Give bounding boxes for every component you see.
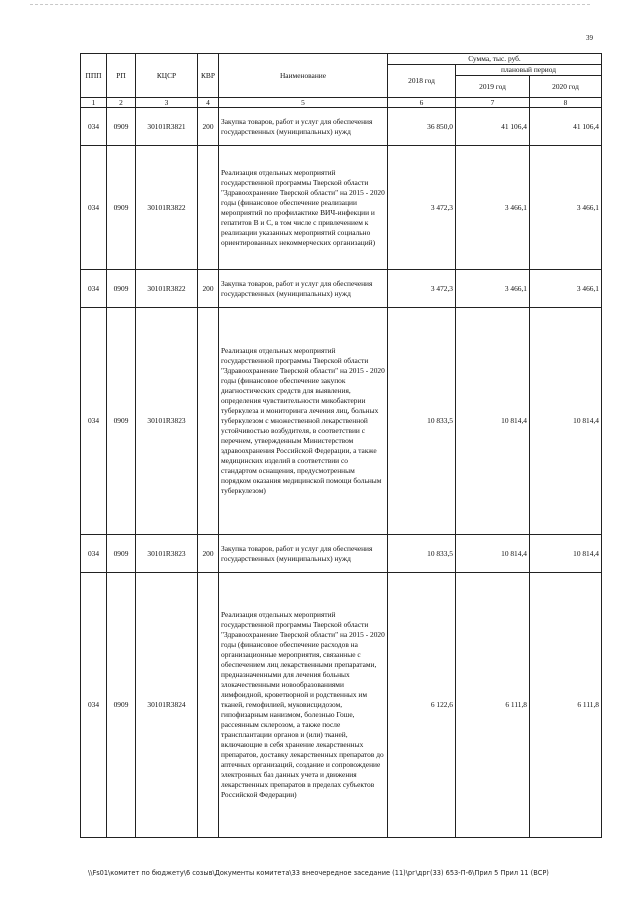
footer-file-path: \\Fs01\комитет по бюджету\6 созыв\Документы комитета\33 внеочередное заседание (11)\рг\дрг(33) 653-П-6\Прил 5 Прил 11 (ВСР) <box>88 869 549 877</box>
cell-2018: 6 122,6 <box>388 573 456 838</box>
header-kvr: КВР <box>198 54 219 98</box>
col-number: 6 <box>388 98 456 108</box>
cell-ppp: 034 <box>81 573 107 838</box>
cell-2018: 3 472,3 <box>388 270 456 308</box>
cell-name: Закупка товаров, работ и услуг для обеспечения государственных (муниципальных) нужд <box>219 535 388 573</box>
cell-rp: 0909 <box>107 535 136 573</box>
cell-2018: 10 833,5 <box>388 535 456 573</box>
cell-rp: 0909 <box>107 270 136 308</box>
col-number: 5 <box>219 98 388 108</box>
cell-kvr <box>198 146 219 270</box>
cell-rp: 0909 <box>107 573 136 838</box>
cell-name: Закупка товаров, работ и услуг для обеспечения государственных (муниципальных) нужд <box>219 108 388 146</box>
header-sum: Сумма, тыс. руб. <box>388 54 602 65</box>
col-number: 4 <box>198 98 219 108</box>
cell-ppp: 034 <box>81 146 107 270</box>
cell-2019: 3 466,1 <box>456 146 530 270</box>
table-row <box>81 573 602 838</box>
col-number: 1 <box>81 98 107 108</box>
cell-rp: 0909 <box>107 146 136 270</box>
cell-kcsr: 30101R3822 <box>136 270 198 308</box>
cell-2020: 6 111,8 <box>530 573 602 838</box>
cell-2020: 10 814,4 <box>530 535 602 573</box>
header-plan-period: плановый период <box>456 65 602 76</box>
table-row <box>81 308 602 535</box>
cell-2019: 10 814,4 <box>456 308 530 535</box>
col-number: 7 <box>456 98 530 108</box>
cell-ppp: 034 <box>81 535 107 573</box>
cell-2019: 6 111,8 <box>456 573 530 838</box>
col-number: 3 <box>136 98 198 108</box>
header-rp: РП <box>107 54 136 98</box>
cell-2020: 41 106,4 <box>530 108 602 146</box>
cell-2019: 3 466,1 <box>456 270 530 308</box>
table-row <box>81 270 602 308</box>
cell-kvr <box>198 573 219 838</box>
col-number: 8 <box>530 98 602 108</box>
header-2019: 2019 год <box>456 76 530 98</box>
col-number: 2 <box>107 98 136 108</box>
cell-2019: 41 106,4 <box>456 108 530 146</box>
cell-kvr: 200 <box>198 535 219 573</box>
cell-name: Реализация отдельных мероприятий государственной программы Тверской области "Здравоохранение Тверской области" на 2015 - 2020 годы (финансовое обеспечение закупок диагностических средств для выявления, определения чувствительности микобактерии туберкулеза и мониторинга лечения лиц, больных туберкулезом с множественной лекарственной устойчивостью возбудителя, в соответствии с перечнем, утвержденным Министерством здравоохранения Российской Федерации, а также медицинских изделий в соответствии со стандартом оснащения, предусмотренным порядком оказания медицинской помощи больным туберкулезом) <box>219 308 388 535</box>
cell-kcsr: 30101R3823 <box>136 308 198 535</box>
cell-kcsr: 30101R3823 <box>136 535 198 573</box>
cell-2020: 3 466,1 <box>530 146 602 270</box>
cell-kcsr: 30101R3822 <box>136 146 198 270</box>
cell-2018: 10 833,5 <box>388 308 456 535</box>
cell-ppp: 034 <box>81 270 107 308</box>
cell-rp: 0909 <box>107 308 136 535</box>
table-row <box>81 146 602 270</box>
cell-kcsr: 30101R3821 <box>136 108 198 146</box>
header-2020: 2020 год <box>530 76 602 98</box>
budget-table <box>80 53 602 838</box>
table-row <box>81 108 602 146</box>
header-ppp: ППП <box>81 54 107 98</box>
cell-ppp: 034 <box>81 108 107 146</box>
cell-kcsr: 30101R3824 <box>136 573 198 838</box>
cell-rp: 0909 <box>107 108 136 146</box>
cell-name: Реализация отдельных мероприятий государственной программы Тверской области "Здравоохранение Тверской области" на 2015 - 2020 годы (финансовое обеспечение реализации мероприятий по профилактике ВИЧ-инфекции и гепатитов В и С, в том числе с привлечением к реализации указанных мероприятий социально ориентированных некоммерческих организаций) <box>219 146 388 270</box>
cell-ppp: 034 <box>81 308 107 535</box>
page-number: 39 <box>586 34 593 42</box>
cell-kvr: 200 <box>198 108 219 146</box>
cell-kvr <box>198 308 219 535</box>
scan-artifact-line <box>30 4 590 5</box>
cell-2018: 36 850,0 <box>388 108 456 146</box>
cell-name: Закупка товаров, работ и услуг для обеспечения государственных (муниципальных) нужд <box>219 270 388 308</box>
table-row <box>81 535 602 573</box>
cell-2020: 3 466,1 <box>530 270 602 308</box>
cell-2020: 10 814,4 <box>530 308 602 535</box>
cell-name: Реализация отдельных мероприятий государственной программы Тверской области "Здравоохранение Тверской области" на 2015 - 2020 годы (финансовое обеспечение расходов на организационные мероприятия, связанные с обеспечением лиц лекарственными препаратами, предназначенными для лечения больных злокачественными новообразованиями лимфоидной, кроветворной и родственных им тканей, гемофилией, муковисцидозом, гипофизарным нанизмом, болезнью Гоше, рассеянным склерозом, а также после трансплантации органов и (или) тканей, включающие в себя хранение лекарственных препаратов, доставку лекарственных препаратов до аптечных организаций, создание и сопровождение электронных баз данных учета и движения лекарственных препаратов в пределах субъектов Российской Федерации) <box>219 573 388 838</box>
header-kcsr: КЦСР <box>136 54 198 98</box>
cell-2019: 10 814,4 <box>456 535 530 573</box>
header-name: Наименование <box>219 54 388 98</box>
header-2018: 2018 год <box>388 65 456 98</box>
cell-2018: 3 472,3 <box>388 146 456 270</box>
cell-kvr: 200 <box>198 270 219 308</box>
